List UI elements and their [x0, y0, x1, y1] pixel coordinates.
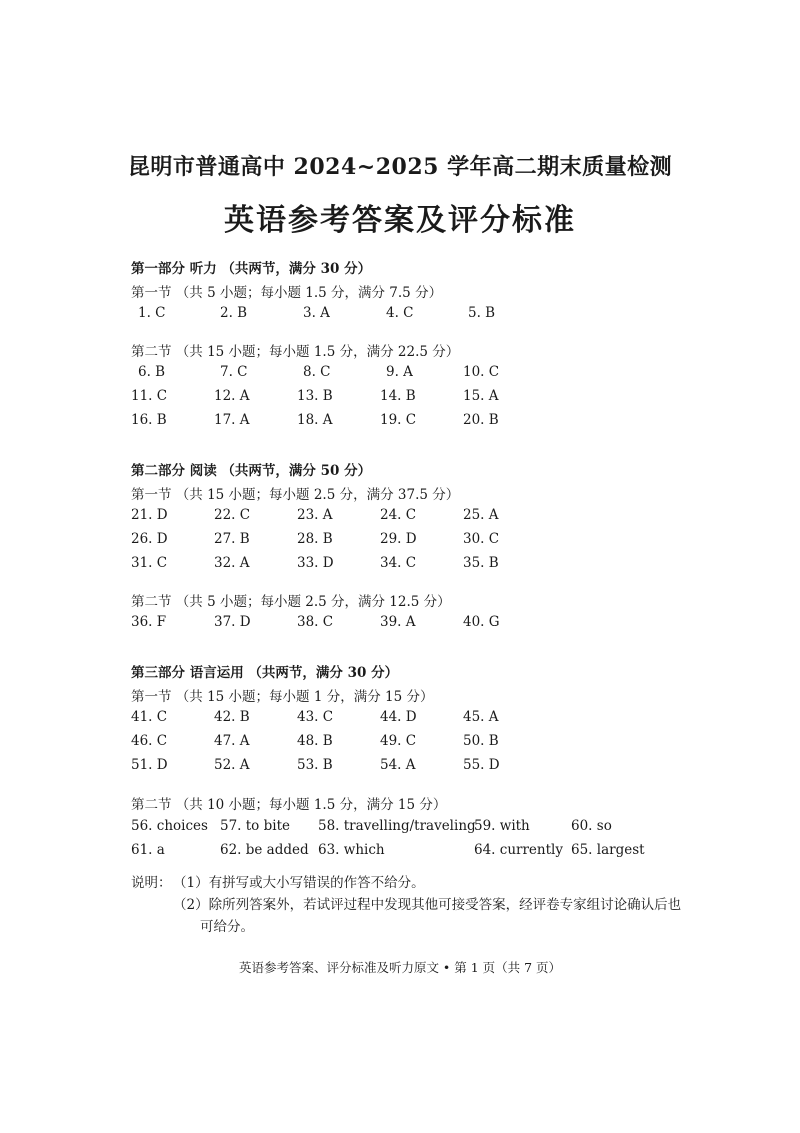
answer-row	[0, 842, 800, 862]
answer-item: 18. A	[297, 412, 333, 428]
answer-item: 63. which	[318, 842, 385, 858]
answer-row	[0, 388, 800, 408]
answer-item: 64. currently	[474, 842, 563, 858]
answer-item: 20. B	[463, 412, 499, 428]
answer-item: 32. A	[214, 555, 250, 571]
answer-item: 36. F	[131, 614, 167, 630]
answer-item: 2. B	[220, 305, 248, 321]
answer-item: 38. C	[297, 614, 334, 630]
part3-heading: 第三部分 语言运用 （共两节，满分 30 分）	[131, 665, 399, 681]
answer-item: 16. B	[131, 412, 167, 428]
answer-item: 62. be added	[220, 842, 309, 858]
answer-row	[0, 507, 800, 527]
answer-item: 19. C	[380, 412, 417, 428]
answer-item: 29. D	[380, 531, 417, 547]
part1-sec2-heading: 第二节 （共 15 小题；每小题 1.5 分，满分 22.5 分）	[131, 344, 460, 360]
answer-item: 11. C	[131, 388, 168, 404]
answer-row	[0, 531, 800, 551]
answer-item: 25. A	[463, 507, 499, 523]
answer-item: 22. C	[214, 507, 251, 523]
part2-heading: 第二部分 阅读 （共两节，满分 50 分）	[131, 463, 372, 479]
answer-item: 51. D	[131, 757, 168, 773]
answer-item: 47. A	[214, 733, 250, 749]
answer-row	[0, 818, 800, 838]
answer-row	[0, 757, 800, 777]
answer-item: 48. B	[297, 733, 333, 749]
part2-sec1-heading: 第一节 （共 15 小题；每小题 2.5 分，满分 37.5 分）	[131, 487, 460, 503]
answer-item: 14. B	[380, 388, 416, 404]
answer-item: 61. a	[131, 842, 165, 858]
answer-row	[0, 364, 800, 384]
answer-item: 35. B	[463, 555, 499, 571]
answer-item: 46. C	[131, 733, 168, 749]
part3-sec2-heading: 第二节 （共 10 小题；每小题 1.5 分，满分 15 分）	[131, 797, 447, 813]
answer-item: 53. B	[297, 757, 333, 773]
answer-item: 65. largest	[571, 842, 645, 858]
answer-item: 58. travelling/traveling	[318, 818, 476, 834]
answer-item: 13. B	[297, 388, 333, 404]
answer-item: 50. B	[463, 733, 499, 749]
answer-item: 59. with	[474, 818, 530, 834]
answer-item: 55. D	[463, 757, 500, 773]
answer-item: 33. D	[297, 555, 334, 571]
answer-item: 7. C	[220, 364, 248, 380]
answer-item: 40. G	[463, 614, 500, 630]
answer-item: 9. A	[386, 364, 413, 380]
document-title: 昆明市普通高中 2024~2025 学年高二期末质量检测	[127, 154, 673, 180]
answer-item: 41. C	[131, 709, 168, 725]
answer-item: 43. C	[297, 709, 334, 725]
answer-item: 54. A	[380, 757, 416, 773]
answer-item: 1. C	[138, 305, 166, 321]
answer-item: 24. C	[380, 507, 417, 523]
notes-label: 说明：	[131, 875, 172, 891]
page-footer: 英语参考答案、评分标准及听力原文 • 第 1 页（共 7 页）	[238, 960, 562, 975]
answer-row	[0, 709, 800, 729]
answer-item: 23. A	[297, 507, 333, 523]
part1-sec1-heading: 第一节 （共 5 小题；每小题 1.5 分，满分 7.5 分）	[131, 285, 443, 301]
answer-item: 39. A	[380, 614, 416, 630]
answer-item: 21. D	[131, 507, 168, 523]
note-2-line2: 可给分。	[200, 919, 254, 935]
part1-heading: 第一部分 听力 （共两节，满分 30 分）	[131, 261, 372, 277]
answer-item: 60. so	[571, 818, 612, 834]
answer-item: 52. A	[214, 757, 250, 773]
document-subtitle: 英语参考答案及评分标准	[224, 203, 576, 238]
answer-item: 42. B	[214, 709, 250, 725]
answer-item: 56. choices	[131, 818, 208, 834]
answer-item: 5. B	[468, 305, 496, 321]
answer-item: 34. C	[380, 555, 417, 571]
answer-item: 15. A	[463, 388, 499, 404]
answer-item: 10. C	[463, 364, 500, 380]
part2-sec2-heading: 第二节 （共 5 小题；每小题 2.5 分，满分 12.5 分）	[131, 594, 451, 610]
answer-item: 4. C	[386, 305, 414, 321]
answer-item: 45. A	[463, 709, 499, 725]
answer-item: 6. B	[138, 364, 166, 380]
answer-item: 44. D	[380, 709, 417, 725]
answer-row	[0, 412, 800, 432]
answer-item: 30. C	[463, 531, 500, 547]
answer-item: 49. C	[380, 733, 417, 749]
answer-item: 28. B	[297, 531, 333, 547]
answer-row	[0, 614, 800, 634]
part3-sec1-heading: 第一节 （共 15 小题；每小题 1 分，满分 15 分）	[131, 689, 434, 705]
answer-item: 8. C	[303, 364, 331, 380]
note-2-line1: （2）除所列答案外，若试评过程中发现其他可接受答案，经评卷专家组讨论确认后也	[173, 897, 682, 913]
answer-row	[0, 555, 800, 575]
answer-row	[0, 305, 800, 325]
answer-item: 31. C	[131, 555, 168, 571]
note-1: （1）有拼写或大小写错误的作答不给分。	[173, 875, 425, 891]
answer-item: 26. D	[131, 531, 168, 547]
answer-item: 37. D	[214, 614, 251, 630]
answer-row	[0, 733, 800, 753]
answer-item: 3. A	[303, 305, 330, 321]
answer-item: 27. B	[214, 531, 250, 547]
answer-item: 57. to bite	[220, 818, 290, 834]
answer-item: 12. A	[214, 388, 250, 404]
answer-item: 17. A	[214, 412, 250, 428]
